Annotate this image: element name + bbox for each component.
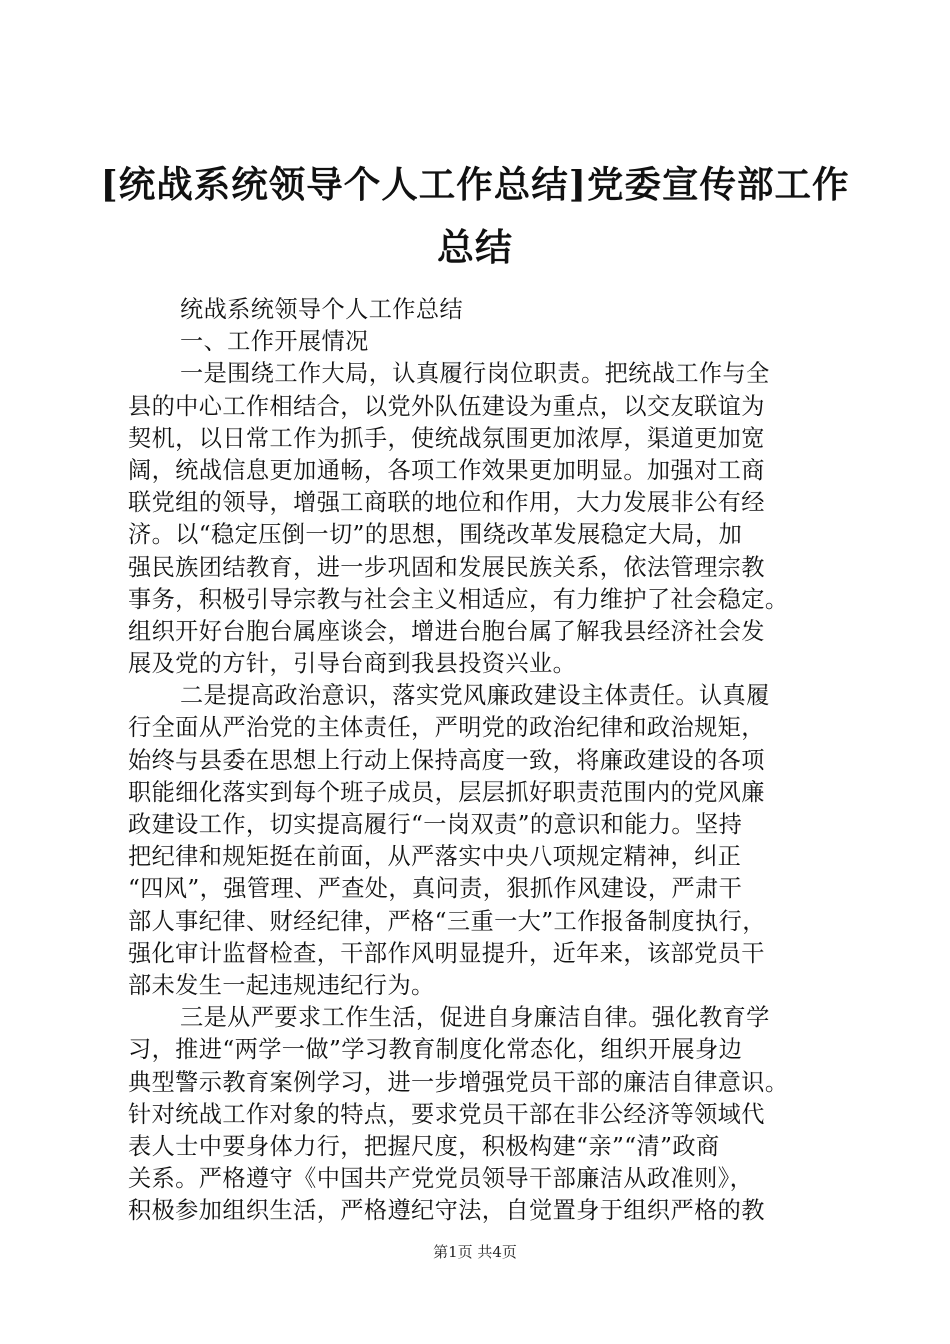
body-line: 行全面从严治党的主体责任，严明党的政治纪律和政治规矩， — [128, 714, 765, 742]
body-line: 强民族团结教育，进一步巩固和发展民族关系，依法管理宗教 — [128, 553, 765, 581]
body-line: 展及党的方针，引导台商到我县投资兴业。 — [128, 650, 577, 678]
body-line: 统战系统领导个人工作总结 — [180, 296, 464, 323]
body-line: 职能细化落实到每个班子成员，层层抓好职责范围内的党风廉 — [128, 778, 765, 806]
body-line: 习，推进“两学一做”学习教育制度化常态化，组织开展身边 — [128, 1036, 743, 1064]
body-line: 始终与县委在思想上行动上保持高度一致，将廉政建设的各项 — [128, 746, 765, 774]
body-line: 济。以“稳定压倒一切”的思想，围绕改革发展稳定大局，加 — [128, 521, 743, 549]
body-line: “四风”，强管理、严查处，真问责，狠抓作风建设，严肃干 — [128, 875, 743, 903]
body-line: 表人士中要身体力行，把握尺度，积极构建“亲”“清”政商 — [128, 1132, 720, 1160]
body-line: 典型警示教育案例学习，进一步增强党员干部的廉洁自律意识。 — [128, 1068, 789, 1096]
body-line: 强化审计监督检查，干部作风明显提升，近年来，该部党员干 — [128, 939, 765, 967]
body-line: 一、工作开展情况 — [180, 328, 369, 356]
body-line: 一是围绕工作大局，认真履行岗位职责。把统战工作与全 — [180, 360, 770, 388]
body-line: 事务，积极引导宗教与社会主义相适应，有力维护了社会稳定。 — [128, 585, 789, 613]
body-line: 关系。严格遵守《中国共产党党员领导干部廉洁从政准则》， — [128, 1165, 754, 1193]
body-line: 三是从严要求工作生活，促进自身廉洁自律。强化教育学 — [180, 1004, 770, 1032]
page-footer: 第1页 共4页 — [433, 1243, 517, 1261]
document-body — [128, 294, 832, 1227]
body-line: 把纪律和规矩挺在前面，从严落实中央八项规定精神，纠正 — [128, 843, 742, 871]
title-line: [统战系统领导个人工作总结]党委宣传部工作 — [100, 163, 850, 206]
body-line: 部人事纪律、财经纪律，严格“三重一大”工作报备制度执行， — [128, 907, 766, 935]
body-line: 组织开好台胞台属座谈会，增进台胞台属了解我县经济社会发 — [128, 617, 765, 645]
body-line: 契机，以日常工作为抓手，使统战氛围更加浓厚，渠道更加宽 — [128, 424, 765, 452]
title-line: 总结 — [437, 225, 513, 269]
document-title — [100, 154, 850, 278]
body-line: 部未发生一起违规违纪行为。 — [128, 971, 435, 999]
body-line: 县的中心工作相结合，以党外队伍建设为重点，以交友联谊为 — [128, 392, 765, 420]
body-line: 阔，统战信息更加通畅，各项工作效果更加明显。加强对工商 — [128, 456, 765, 484]
body-line: 联党组的领导，增强工商联的地位和作用，大力发展非公有经 — [128, 489, 765, 517]
body-line: 政建设工作，切实提高履行“一岗双责”的意识和能力。坚持 — [128, 811, 743, 838]
body-line: 针对统战工作对象的特点，要求党员干部在非公经济等领域代 — [128, 1100, 765, 1128]
body-line: 积极参加组织生活，严格遵纪守法，自觉置身于组织严格的教 — [128, 1197, 765, 1225]
body-line: 二是提高政治意识，落实党风廉政建设主体责任。认真履 — [180, 682, 770, 710]
